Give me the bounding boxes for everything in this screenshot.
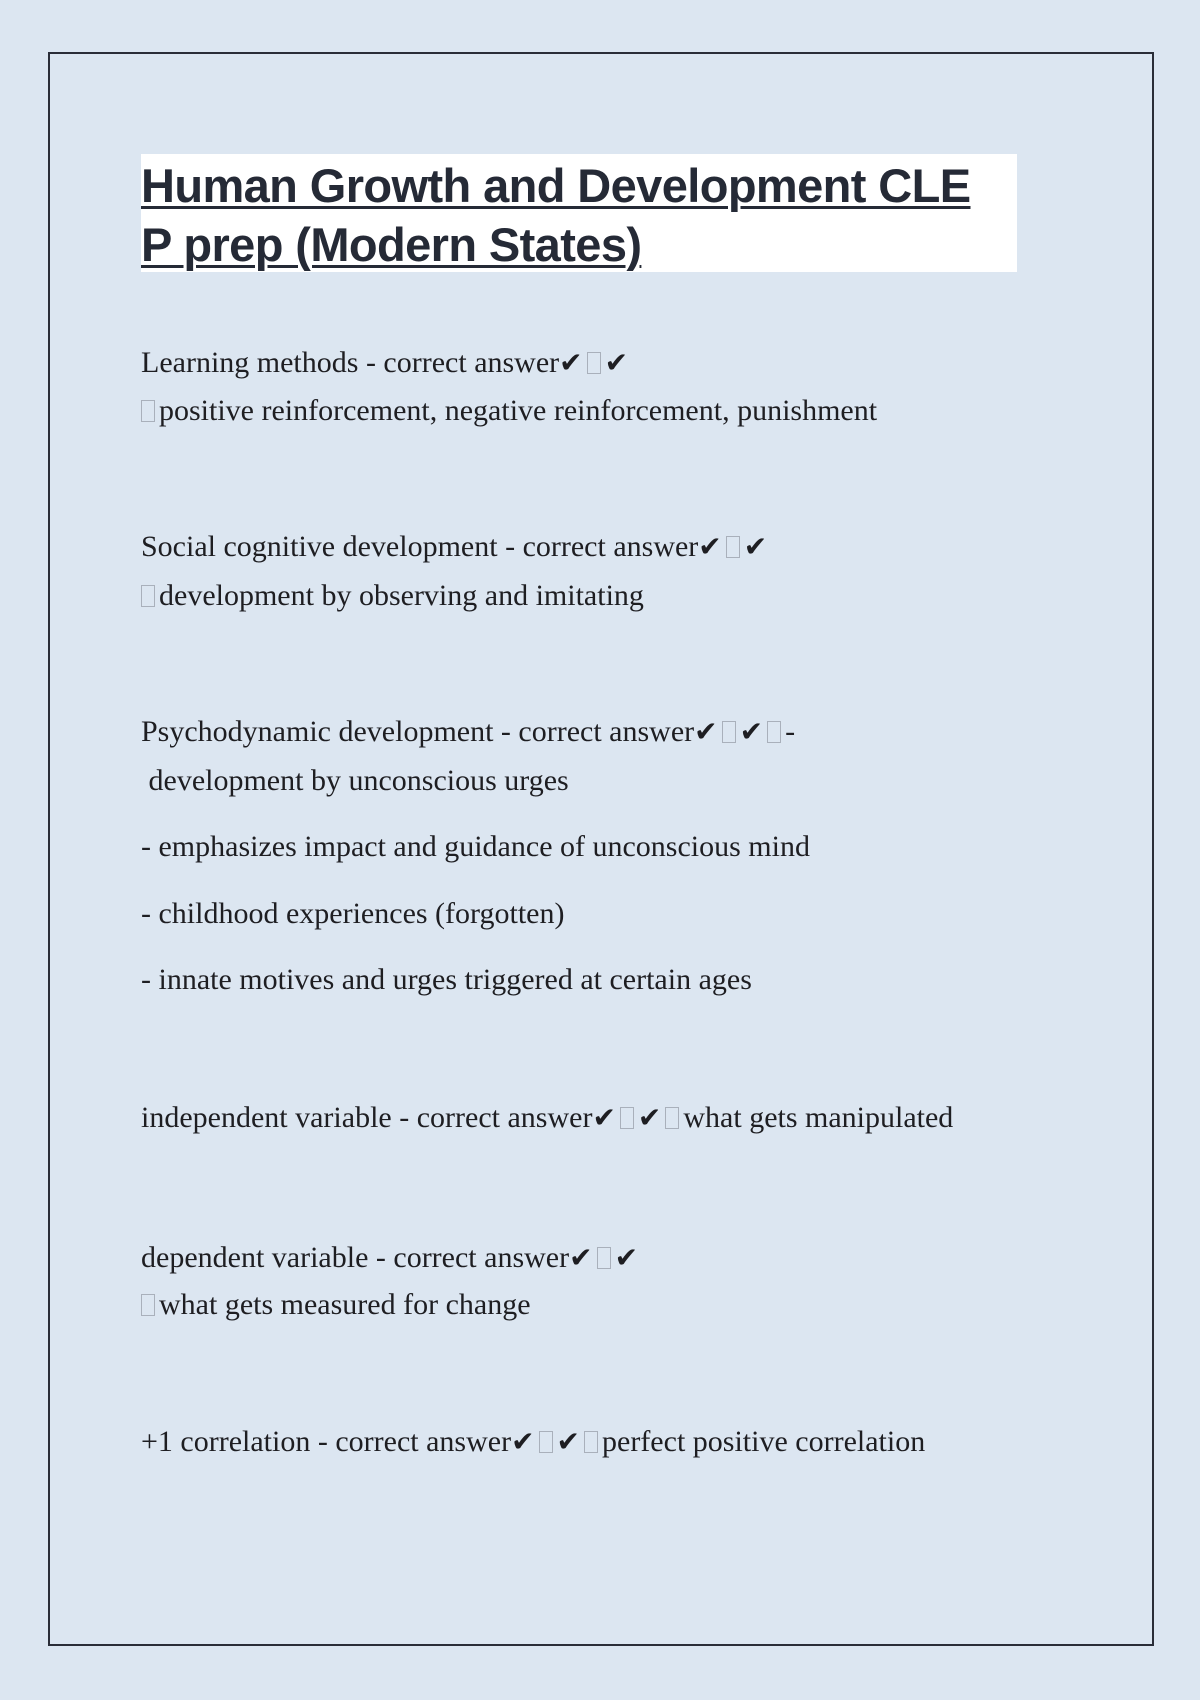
missing-glyph-icon <box>767 721 781 743</box>
check-icon: ✔ <box>559 346 583 379</box>
entry-answer-line <box>141 387 877 435</box>
check-icon: ✔ <box>739 715 764 748</box>
missing-glyph-icon <box>587 352 601 374</box>
entry-answer: what gets manipulated <box>683 1101 954 1134</box>
entry-positive-correlation <box>141 1418 925 1466</box>
check-icon: ✔ <box>614 1241 639 1274</box>
check-icon: ✔ <box>743 530 768 563</box>
entry-answer-line <box>141 1281 531 1329</box>
entry-learning-methods <box>141 339 628 387</box>
missing-glyph-icon <box>141 1294 155 1316</box>
entry-social-cognitive <box>141 523 767 571</box>
entry-term: Social cognitive development - correct answer <box>141 530 699 563</box>
document-title <box>141 156 1021 274</box>
entry-independent-variable <box>141 1094 953 1142</box>
entry-term: Learning methods - correct answer <box>141 346 560 379</box>
entry-answer: positive reinforcement, negative reinforcement, punishment <box>159 394 878 427</box>
check-icon: ✔ <box>569 1241 593 1274</box>
entry-answer-line <box>141 572 644 620</box>
check-icon: ✔ <box>604 346 629 379</box>
entry-term: independent variable - correct answer <box>141 1101 593 1134</box>
entry-answer: development by observing and imitating <box>159 579 644 612</box>
entry-term: dependent variable - correct answer <box>141 1241 570 1274</box>
missing-glyph-icon <box>597 1247 611 1269</box>
check-icon: ✔ <box>698 530 722 563</box>
check-icon: ✔ <box>511 1425 535 1458</box>
entry-dependent-variable <box>141 1234 638 1282</box>
check-icon: ✔ <box>637 1101 662 1134</box>
missing-glyph-icon <box>665 1107 679 1129</box>
missing-glyph-icon <box>141 400 155 422</box>
entry-answer: development by unconscious urges <box>141 764 569 797</box>
missing-glyph-icon <box>584 1431 598 1453</box>
bullet-item: - emphasizes impact and guidance of unconscious mind <box>141 830 810 863</box>
entry-answer: what gets measured for change <box>159 1288 531 1321</box>
entry-answer: perfect positive correlation <box>602 1425 926 1458</box>
entry-term: +1 correlation - correct answer <box>141 1425 512 1458</box>
entry-term: Psychodynamic development - correct answer <box>141 715 695 748</box>
missing-glyph-icon <box>539 1431 553 1453</box>
missing-glyph-icon <box>620 1107 634 1129</box>
check-icon: ✔ <box>592 1101 616 1134</box>
entry-answer-suffix: - <box>785 715 796 748</box>
document-title-line-1: Human Growth and Development CLE <box>141 159 971 212</box>
check-icon: ✔ <box>694 715 718 748</box>
missing-glyph-icon <box>722 721 736 743</box>
missing-glyph-icon <box>726 536 740 558</box>
check-icon: ✔ <box>556 1425 581 1458</box>
bullet-item: - childhood experiences (forgotten) <box>141 897 565 930</box>
missing-glyph-icon <box>141 585 155 607</box>
entry-psychodynamic <box>141 708 795 756</box>
document-title-line-2: P prep (Modern States) <box>141 218 642 271</box>
bullet-item: - innate motives and urges triggered at certain ages <box>141 963 752 996</box>
